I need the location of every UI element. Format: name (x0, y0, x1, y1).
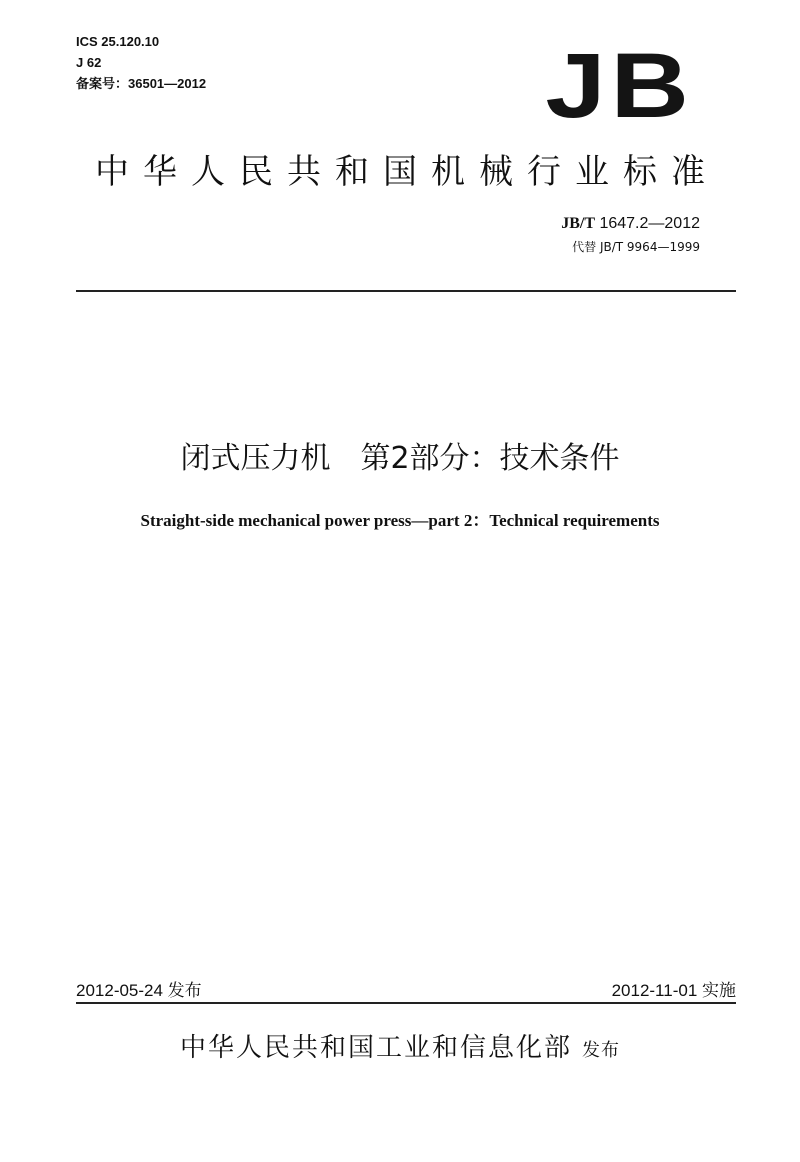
ics-code: ICS 25.120.10 (76, 34, 160, 49)
publisher (0, 1030, 800, 1069)
publisher-name: 中华人民共和国工业和信息化部 (179, 1033, 572, 1063)
standard-category-title: 中华人民共和国机械行业标准 (95, 152, 719, 192)
standard-number-prefix: JB/T (561, 215, 596, 232)
issue-date: 2012-05-24 发布 (76, 981, 202, 1000)
implementation-date: 2012-11-01 实施 (611, 981, 736, 1000)
standard-number-value: 1647.2—2012 (595, 215, 700, 232)
top-divider (76, 290, 736, 292)
jb-logo: JB (545, 35, 694, 137)
document-title-chinese: 闭式压力机 第2部分：技术条件 (180, 441, 620, 476)
standard-number (561, 214, 700, 234)
bottom-divider (76, 1002, 736, 1004)
record-number: 备案号：36501—2012 (76, 76, 207, 91)
classification-code: J 62 (76, 55, 102, 70)
document-title-english: Straight-side mechanical power press—part 2：Technical requirements (140, 511, 660, 530)
replaces-standard: 代替 JB/T 9964—1999 (572, 240, 700, 254)
publisher-suffix: 发布 (582, 1040, 620, 1061)
